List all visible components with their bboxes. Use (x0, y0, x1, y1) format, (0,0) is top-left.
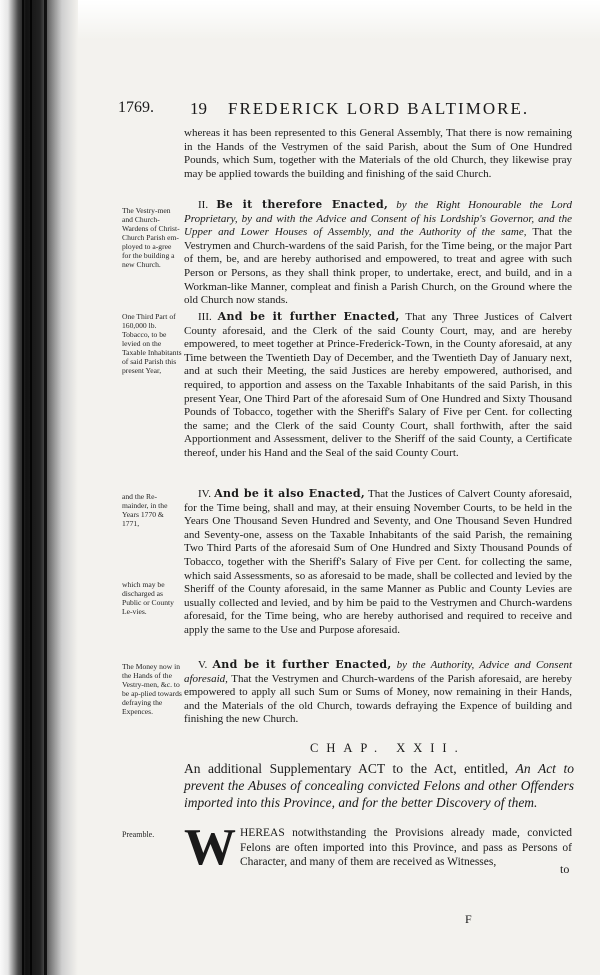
preamble (184, 819, 572, 876)
preamble-label: Preamble. (122, 830, 155, 839)
chapter-title (184, 760, 574, 811)
section-italic-text: by the Right Honourable the Lord Proprietary, by and with the Advice and Consent of his Lordship's Governor, and the Upper and Lower Houses of Assembly, and the Authority of the same, (184, 199, 572, 239)
preamble-text: HEREAS notwithstanding the Provisions already made, convicted Felons are often imported into this Province, and pass as Persons of Character, and many of them are received as Witnesses, (240, 827, 572, 868)
page-number: 19 (190, 99, 207, 118)
header-year: 1769. (118, 99, 154, 116)
margin-note-section-5: The Money now in the Hands of the Vestry-men, &c. to be ap-plied towards defraying the Expences. (122, 662, 182, 716)
margin-note-section-3: One Third Part of 160,000 lb. Tobacco, to be levied on the Taxable Inhabitants of said Parish this present Year, (122, 312, 182, 375)
enacting-clause: And be it further Enacted, (212, 658, 392, 671)
chapter-title-roman: An additional Supplementary ACT to the Act, entitled, (184, 761, 516, 776)
running-title: FREDERICK LORD BALTIMORE. (228, 99, 530, 118)
section-number: II. (198, 199, 209, 211)
chapter-title-italic: An Act to prevent the Abuses of concealing convicted Felons and other Offenders imported into this Province, and for the better Discovery of them. (184, 761, 574, 810)
page-top-edge (78, 0, 600, 40)
section-2 (184, 198, 572, 308)
chapter-heading: CHAP. XXII. (310, 741, 466, 755)
enacting-clause: And be it further Enacted, (217, 310, 400, 323)
section-italic-text: by the Authority, Advice and Consent aforesaid, (184, 659, 573, 685)
enacting-clause: Be it therefore Enacted, (216, 198, 389, 211)
section-number: III. (198, 311, 212, 323)
signature-mark: F (465, 912, 472, 926)
drop-cap: W (184, 819, 236, 876)
opening-paragraph: whereas it has been represented to this General Assembly, That there is now remaining in the Hands of the Vestrymen of the said Parish, about the Sum of One Hundred Pounds, which Sum, together with the Materials of the old Church, they likewise pray may be applied towards the building and finishing of the said Church. (184, 127, 572, 180)
section-number: V. (198, 659, 208, 671)
running-header (118, 99, 580, 121)
section-5 (184, 658, 572, 727)
section-text: That the Vestrymen and Church-wardens of the said Parish, for the Time being, or the major Part of them, be, and are hereby authorised and empowered, to treat and agree with such Person or Persons, as they shall think proper, to undertake, erect, and build, and in a Workman-like Manner, compleat and finish a Parish Church, on the Ground where the old Church now stands. (184, 226, 572, 307)
catchword: to (560, 862, 570, 876)
section-3 (184, 310, 572, 461)
section-number: IV. (198, 488, 211, 500)
margin-note-section-4: and the Re-mainder, in the Years 1770 & 1771, (122, 492, 168, 528)
margin-note-section-2: The Vestry-men and Church-Wardens of Christ-Church Parish em-ployed to a-gree for the building a new Church. (122, 206, 180, 269)
page-binding-shadow (0, 0, 78, 975)
section-text: That the Vestrymen and Church-wardens of the Parish aforesaid, are hereby empowered to apply all such Sum or Sums of Money, now remaining in their Hands, and the Materials of the old Church, towards defraying the Expence of building and finishing the new Church. (184, 672, 572, 726)
section-text: That any Three Justices of Calvert County aforesaid, and the Clerk of the said County Court, may, and are hereby empowered, to meet together at Prince-Frederick-Town, in the County aforesaid, at any Time between the Twentieth Day of December, and the Twentieth Day of January next, and at such their Meeting, the said Justices are hereby empowered, authorised, and required, to apportion and assess on the Taxable Inhabitants of the said Parish, in this present Year, One Third Part of the aforesaid Sum of One Hundred and Sixty Thousand Pounds of Tobacco, together with the Sheriff's Salary of Five per Cent. for collecting the same; and the Clerk of the said County Court, shall forthwith, after the said Apportionment and Assessment, deliver to the Sheriff of the said County, a Certificate thereof, under his Hand and the Seal of the said County Court. (184, 311, 573, 459)
section-text: That the Justices of Calvert County aforesaid, for the Time being, shall and may, at their ensuing November Courts, to be held in the Years One Thousand Seven Hundred and Seventy, and One Thousand Seven Hundred and Seventy-one, assess on the Taxable Inhabitants of the said Parish, the remaining Two Third Parts of the aforesaid Sum of One Hundred and Sixty Thousand Pounds of Tobacco, together with the Sheriff's Salary of Five per Cent. for collecting the same, which said Assessments, so as aforesaid to be made, shall be collected and levied by the Sheriff of the County aforesaid, in the same Manner as Public and County Levies are usually collected and levied, and by him be paid to the Vestrymen and Church-wardens aforesaid, for the Time being, who are hereby authorised and required to receive and apply the same to the Use and Purpose aforesaid. (184, 488, 572, 636)
section-4 (184, 487, 572, 638)
enacting-clause: And be it also Enacted, (214, 487, 365, 500)
margin-note-section-4b: which may be discharged as Public or County Le-vies. (122, 580, 174, 616)
